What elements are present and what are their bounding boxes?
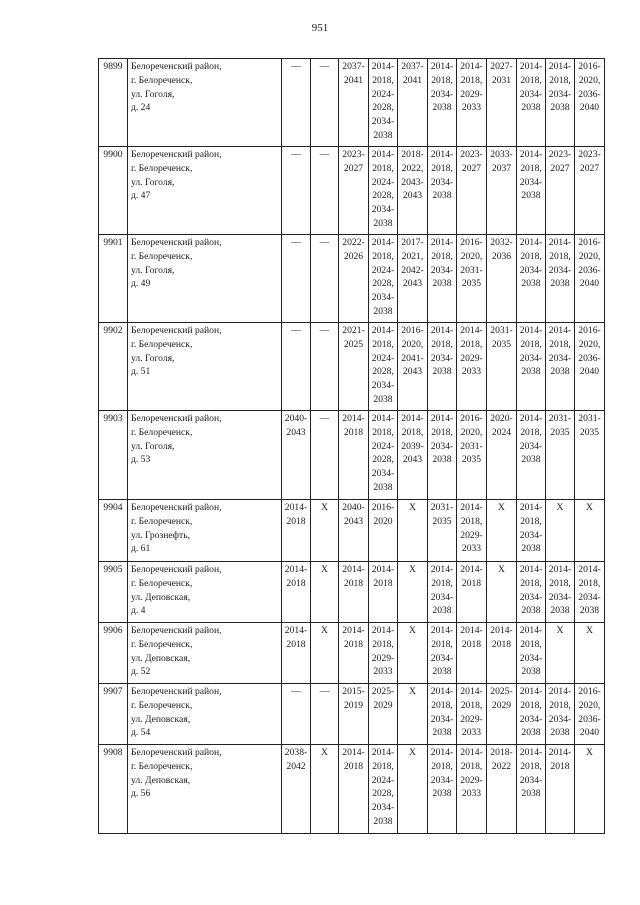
address-cell [128,623,282,684]
address-line: г. Белореченск, [131,426,193,438]
period-cell: 2023- 2027 [457,147,487,235]
period-cell: 2014- 2018, 2034- 2038 [517,411,546,500]
period-cell: 2014- 2018, 2024- 2028, 2034- 2038 [369,411,398,500]
period-cell: X [575,623,605,684]
period-cell: 2014- 2018, 2034- 2038 [517,745,546,834]
period-cell: 2014- 2018 [457,623,487,684]
address-line: ул. Гоголя, [131,176,175,188]
address-cell [128,323,282,411]
address-line: д. 4 [131,605,146,617]
schedule-table [98,58,605,834]
period-cell: 2031- 2035 [546,411,575,500]
address-line: д. 52 [131,666,151,678]
period-cell: 2016- 2020, 2036- 2040 [575,59,605,147]
address-line: Белореченский район, [131,564,222,575]
period-cell: 2014- 2018, 2024- 2028, 2034- 2038 [369,323,398,411]
period-cell: X [398,745,428,834]
row-number: 9900 [99,147,128,235]
period-cell: — [311,411,339,500]
address-cell [128,235,282,323]
address-line: Белореченский район, [131,61,222,72]
table-row [99,323,605,411]
address-line: д. 24 [131,102,151,114]
address-line: ул. Деповская, [131,713,191,725]
address-line: Белореченский район, [131,502,222,513]
period-cell: 2014- 2018, 2029- 2033 [457,500,487,562]
row-number: 9907 [99,684,128,745]
period-cell: — [311,235,339,323]
period-cell: 2014- 2018, 2034- 2038 [428,745,457,834]
address-line: Белореченский район, [131,747,222,758]
address-line: д. 56 [131,788,151,800]
period-cell: X [546,623,575,684]
period-cell: 2014- 2018 [339,745,369,834]
address-cell [128,562,282,623]
period-cell: 2023- 2027 [339,147,369,235]
address-line: ул. Деповская, [131,591,191,603]
period-cell: — [282,59,311,147]
period-cell: 2038- 2042 [282,745,311,834]
period-cell: 2040- 2043 [282,411,311,500]
period-cell: 2014- 2018, 2034- 2038 [546,59,575,147]
row-number: 9902 [99,323,128,411]
period-cell: — [282,323,311,411]
period-cell: X [487,500,517,562]
address-cell [128,745,282,834]
period-cell: — [311,147,339,235]
period-cell: 2037- 2041 [339,59,369,147]
period-cell: 2016- 2020, 2041- 2043 [398,323,428,411]
period-cell: 2016- 2020, 2036- 2040 [575,323,605,411]
row-number: 9906 [99,623,128,684]
row-number: 9908 [99,745,128,834]
period-cell: — [282,235,311,323]
period-cell: 2014- 2018, 2029- 2033 [457,745,487,834]
period-cell: 2014- 2018, 2034- 2038 [546,684,575,745]
address-line: Белореченский район, [131,686,222,697]
period-cell: 2025- 2029 [487,684,517,745]
address-line: г. Белореченск, [131,577,193,589]
period-cell: 2014- 2018, 2024- 2028, 2034- 2038 [369,147,398,235]
address-line: д. 47 [131,190,151,202]
address-line: д. 51 [131,366,151,378]
period-cell: 2014- 2018, 2029- 2033 [457,59,487,147]
period-cell: 2014- 2018 [339,411,369,500]
period-cell: 2016- 2020 [369,500,398,562]
period-cell: 2014- 2018, 2034- 2038 [428,562,457,623]
address-line: г. Белореченск, [131,338,193,350]
address-line: Белореченский район, [131,237,222,248]
address-cell [128,500,282,562]
period-cell: — [282,147,311,235]
row-number: 9899 [99,59,128,147]
table-row [99,500,605,562]
period-cell: 2014- 2018, 2034- 2038 [428,684,457,745]
period-cell: 2040- 2043 [339,500,369,562]
period-cell: 2014- 2018, 2034- 2038 [428,59,457,147]
address-cell [128,684,282,745]
period-cell: 2025- 2029 [369,684,398,745]
period-cell: 2018- 2022 [487,745,517,834]
address-line: ул. Гоголя, [131,352,175,364]
period-cell: 2014- 2018 [339,623,369,684]
period-cell: 2032- 2036 [487,235,517,323]
address-line: г. Белореченск, [131,250,193,262]
table-row [99,684,605,745]
row-number: 9903 [99,411,128,500]
period-cell: — [311,59,339,147]
period-cell: 2014- 2018, 2034- 2038 [517,323,546,411]
address-line: г. Белореченск, [131,760,193,772]
address-line: г. Белореченск, [131,162,193,174]
period-cell: 2014- 2018, 2039- 2043 [398,411,428,500]
period-cell: X [546,500,575,562]
period-cell: 2014- 2018, 2034- 2038 [546,235,575,323]
table-row [99,59,605,147]
address-line: Белореченский район, [131,413,222,424]
period-cell: 2014- 2018, 2034- 2038 [517,235,546,323]
period-cell: 2014- 2018, 2034- 2038 [517,684,546,745]
address-line: ул. Гоголя, [131,264,175,276]
address-line: д. 49 [131,278,151,290]
period-cell: 2014- 2018 [282,562,311,623]
address-line: д. 54 [131,727,151,739]
period-cell: X [398,500,428,562]
period-cell: 2023- 2027 [575,147,605,235]
period-cell: X [575,500,605,562]
page-number: 951 [311,22,329,34]
address-line: ул. Грознефть, [131,529,190,541]
address-cell [128,411,282,500]
period-cell: — [311,323,339,411]
table-row [99,411,605,500]
address-line: Белореченский район, [131,625,222,636]
period-cell: 2014- 2018, 2029- 2033 [457,684,487,745]
period-cell: 2022- 2026 [339,235,369,323]
period-cell: 2014- 2018, 2034- 2038 [428,411,457,500]
period-cell: 2014- 2018 [282,500,311,562]
row-number: 9905 [99,562,128,623]
address-line: г. Белореченск, [131,699,193,711]
period-cell: 2031- 2035 [487,323,517,411]
address-line: ул. Деповская, [131,774,191,786]
period-cell: X [398,562,428,623]
period-cell: 2014- 2018, 2034- 2038 [517,562,546,623]
period-cell: 2016- 2020, 2031- 2035 [457,411,487,500]
table-row [99,147,605,235]
period-cell: 2037- 2041 [398,59,428,147]
period-cell: 2016- 2020, 2031- 2035 [457,235,487,323]
period-cell: X [311,500,339,562]
period-cell: 2023- 2027 [546,147,575,235]
period-cell: X [487,562,517,623]
period-cell: 2021- 2025 [339,323,369,411]
period-cell: 2014- 2018, 2024- 2028, 2034- 2038 [369,235,398,323]
address-line: г. Белореченск, [131,74,193,86]
period-cell: 2014- 2018, 2034- 2038 [517,59,546,147]
address-line: д. 53 [131,454,151,466]
period-cell: 2016- 2020, 2036- 2040 [575,684,605,745]
period-cell: 2014- 2018, 2029- 2033 [369,623,398,684]
period-cell: 2031- 2035 [428,500,457,562]
period-cell: 2031- 2035 [575,411,605,500]
address-line: г. Белореченск, [131,515,193,527]
period-cell: 2015- 2019 [339,684,369,745]
period-cell: X [311,562,339,623]
table-row [99,745,605,834]
period-cell: 2014- 2018, 2034- 2038 [546,562,575,623]
address-line: ул. Гоголя, [131,440,175,452]
period-cell: 2027- 2031 [487,59,517,147]
period-cell: 2014- 2018, 2034- 2038 [517,147,546,235]
period-cell: 2014- 2018 [487,623,517,684]
address-cell [128,147,282,235]
period-cell: 2014- 2018 [369,562,398,623]
period-cell: — [311,684,339,745]
row-number: 9904 [99,500,128,562]
period-cell: 2014- 2018, 2034- 2038 [428,623,457,684]
period-cell: 2014- 2018, 2034- 2038 [428,147,457,235]
address-line: ул. Гоголя, [131,88,175,100]
address-cell [128,59,282,147]
address-line: Белореченский район, [131,149,222,160]
period-cell: 2014- 2018, 2024- 2028, 2034- 2038 [369,59,398,147]
period-cell: — [282,684,311,745]
period-cell: X [398,623,428,684]
period-cell: 2020- 2024 [487,411,517,500]
period-cell: 2014- 2018, 2034- 2038 [428,323,457,411]
table-row [99,562,605,623]
period-cell: 2014- 2018, 2034- 2038 [517,623,546,684]
table-row [99,235,605,323]
address-line: д. 61 [131,543,151,555]
period-cell: 2014- 2018, 2034- 2038 [546,323,575,411]
period-cell: 2014- 2018, 2034- 2038 [575,562,605,623]
address-line: Белореченский район, [131,325,222,336]
period-cell: 2014- 2018 [546,745,575,834]
period-cell: 2014- 2018 [282,623,311,684]
period-cell: 2014- 2018 [339,562,369,623]
table-row [99,623,605,684]
address-line: ул. Деповская, [131,652,191,664]
period-cell: 2014- 2018, 2024- 2028, 2034- 2038 [369,745,398,834]
period-cell: 2018- 2022, 2043- 2043 [398,147,428,235]
period-cell: X [311,745,339,834]
period-cell: 2014- 2018, 2034- 2038 [517,500,546,562]
period-cell: X [311,623,339,684]
period-cell: X [575,745,605,834]
period-cell: 2033- 2037 [487,147,517,235]
period-cell: 2014- 2018, 2034- 2038 [428,235,457,323]
period-cell: 2014- 2018 [457,562,487,623]
period-cell: 2016- 2020, 2036- 2040 [575,235,605,323]
period-cell: 2014- 2018, 2029- 2033 [457,323,487,411]
period-cell: X [398,684,428,745]
period-cell: 2017- 2021, 2042- 2043 [398,235,428,323]
row-number: 9901 [99,235,128,323]
address-line: г. Белореченск, [131,638,193,650]
